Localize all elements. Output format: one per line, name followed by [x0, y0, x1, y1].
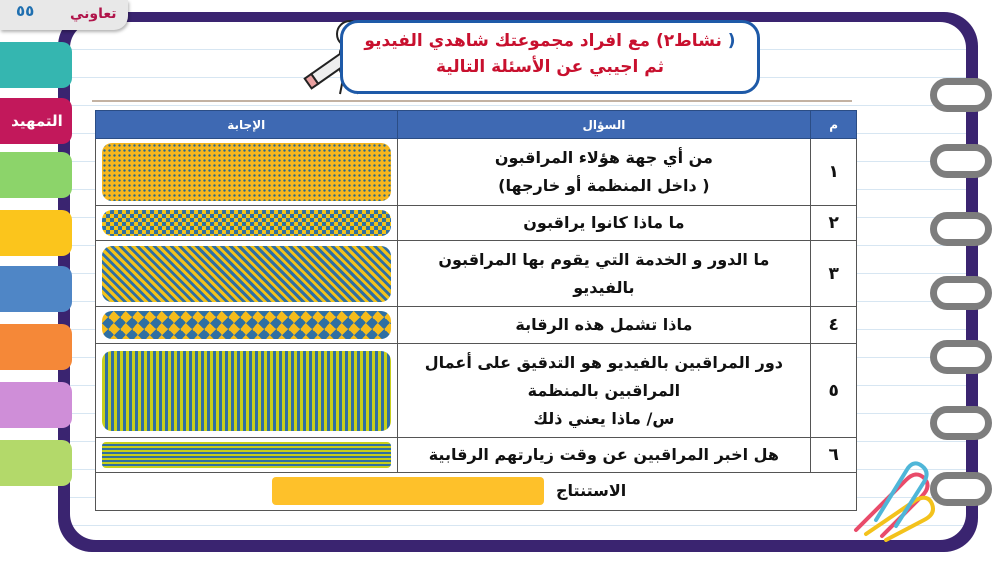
tab-blue[interactable] — [0, 266, 72, 312]
question-line: المراقبين بالمنظمة — [527, 380, 681, 400]
tab-teal[interactable] — [0, 42, 72, 88]
conclusion-cell — [96, 473, 857, 511]
question-line: دور المراقبين بالفيديو هو التدقيق على أعمال — [424, 352, 783, 372]
row-number: ٤ — [811, 307, 857, 344]
activity-title — [343, 31, 757, 51]
table-row — [96, 307, 857, 344]
tab-green[interactable] — [0, 152, 72, 198]
answer-box[interactable] — [102, 210, 391, 236]
paper-clips-icon — [846, 460, 942, 542]
question-cell — [397, 139, 811, 206]
question-line: س/ ماذا يعني ذلك — [533, 408, 675, 428]
questions-table — [95, 110, 857, 511]
binder-ring — [930, 212, 992, 246]
tab-lime[interactable] — [0, 440, 72, 486]
tab-purple[interactable] — [0, 382, 72, 428]
row-number: ٣ — [811, 241, 857, 307]
tab-intro-label: التمهيد — [11, 112, 63, 130]
activity-callout — [340, 20, 760, 94]
page-number: ٥٥ — [16, 2, 35, 20]
question-cell — [397, 206, 811, 241]
row-number: ٥ — [811, 344, 857, 438]
activity-paren: ( — [727, 31, 736, 51]
binder-ring — [930, 144, 992, 178]
table-row — [96, 139, 857, 206]
answer-box[interactable] — [102, 246, 391, 302]
table-header-row — [96, 111, 857, 139]
table-row — [96, 206, 857, 241]
row-number: ١ — [811, 139, 857, 206]
answer-cell[interactable] — [96, 206, 398, 241]
answer-cell[interactable] — [96, 241, 398, 307]
binder-ring — [930, 406, 992, 440]
header-num: م — [811, 111, 857, 139]
header-question: السؤال — [397, 111, 811, 139]
question-line: ما الدور و الخدمة التي يقوم بها المراقبون — [438, 249, 770, 269]
answer-cell[interactable] — [96, 438, 398, 473]
tab-orange[interactable] — [0, 324, 72, 370]
binder-ring — [930, 276, 992, 310]
row-number: ٢ — [811, 206, 857, 241]
answer-box[interactable] — [102, 442, 391, 468]
question-line: ( داخل المنظمة أو خارجها) — [498, 176, 710, 195]
binder-ring — [930, 340, 992, 374]
conclusion-answer-box[interactable] — [272, 477, 544, 505]
header-divider — [92, 100, 852, 102]
binder-ring — [930, 78, 992, 112]
table-row — [96, 344, 857, 438]
answer-cell[interactable] — [96, 344, 398, 438]
question-cell — [397, 438, 811, 473]
answer-cell[interactable] — [96, 307, 398, 344]
answer-box[interactable] — [102, 311, 391, 339]
table-row — [96, 438, 857, 473]
answer-box[interactable] — [102, 351, 391, 431]
answer-cell[interactable] — [96, 139, 398, 206]
header-answer: الإجابة — [96, 111, 398, 139]
page-badge — [0, 0, 128, 30]
question-line: من أي جهة هؤلاء المراقبون — [494, 148, 713, 167]
cooperative-label: تعاوني — [70, 6, 117, 22]
question-line: ما ماذا كانوا يراقبون — [523, 213, 685, 232]
conclusion-label: الاستنتاج — [556, 481, 627, 500]
answer-box[interactable] — [102, 143, 391, 201]
question-line: بالفيديو — [573, 277, 635, 297]
question-cell — [397, 307, 811, 344]
row-number: ٦ — [811, 438, 857, 473]
table-row — [96, 241, 857, 307]
question-line: هل اخبر المراقبين عن وقت زيارتهم الرقابية — [428, 445, 780, 464]
question-cell — [397, 344, 811, 438]
tab-yellow[interactable] — [0, 210, 72, 256]
question-cell — [397, 241, 811, 307]
question-line: ماذا تشمل هذه الرقابة — [515, 315, 693, 334]
activity-instruction: ثم اجيبي عن الأسئلة التالية — [435, 57, 664, 77]
activity-title-text: نشاط٢) مع افراد مجموعتك شاهدي الفيديو — [364, 31, 728, 51]
conclusion-row — [96, 473, 857, 511]
